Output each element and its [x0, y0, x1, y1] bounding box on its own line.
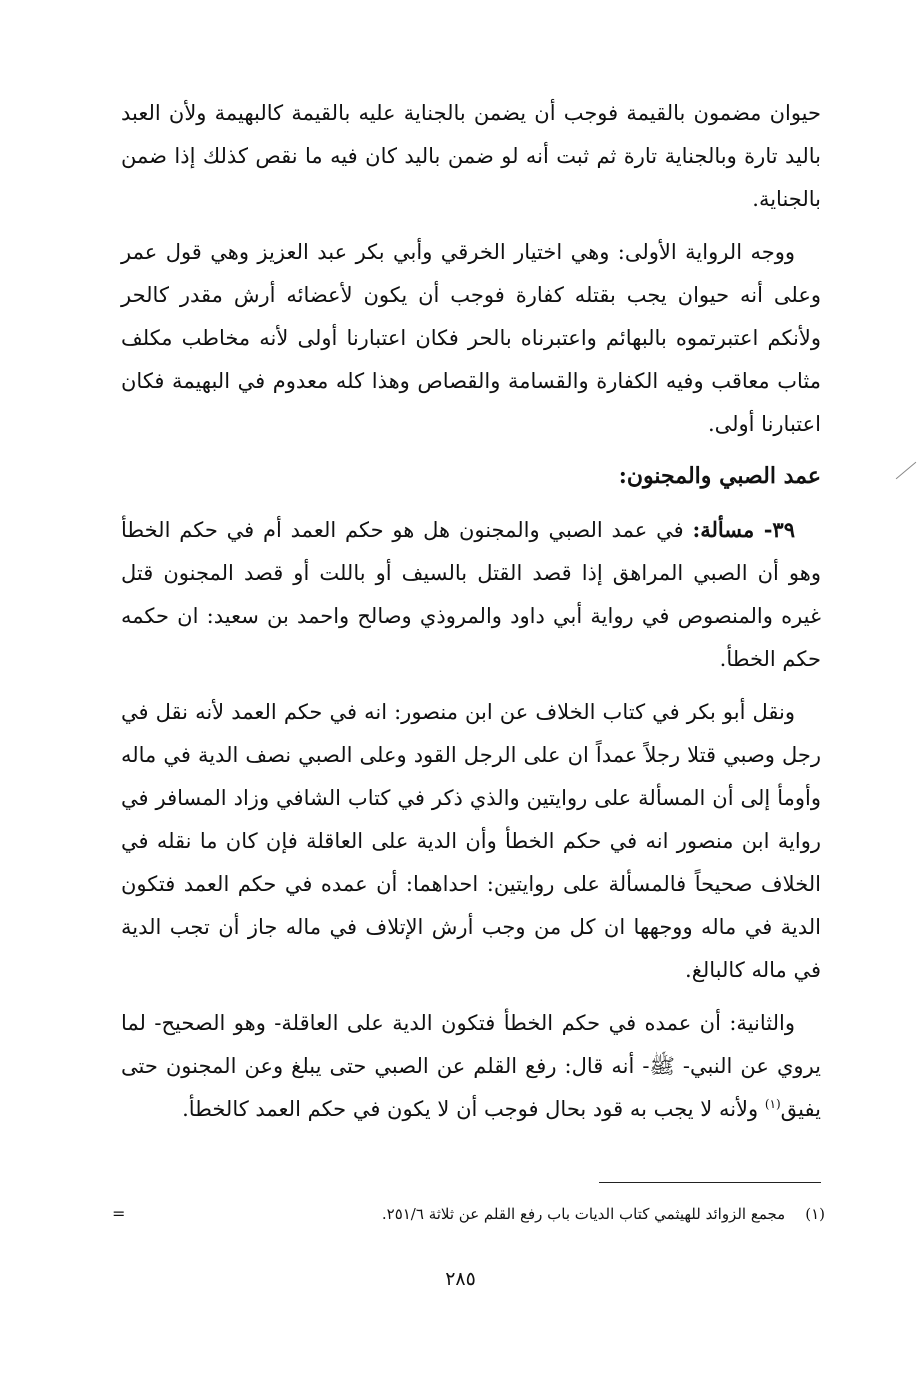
- second-narration-text: والثانية: أن عمده في حكم الخطأ فتكون الدية على العاقلة- وهو الصحيح- لما يروي عن النبي- ﷺ- أنه قال: رفع القلم عن الصبي حتى يبلغ وعن المجنون حتى يفيق: [121, 1011, 821, 1121]
- footnote-number: (١): [805, 1205, 825, 1223]
- issue-label: ٣٩- مسألة:: [692, 517, 795, 542]
- paragraph-analogy: حيوان مضمون بالقيمة فوجب أن يضمن بالجناية عليه بالقيمة كالبهيمة ولأن العبد باليد تارة وبالجناية تارة ثم ثبت أنه لو ضمن باليد كان فيه ما نقص كذلك إذا ضمن بالجناية.: [121, 101, 821, 211]
- paragraph-second-narration: [121, 1002, 821, 1131]
- page-number: ٢٨٥: [445, 1268, 476, 1290]
- footnote-divider: [599, 1182, 821, 1183]
- issue-text: في عمد الصبي والمجنون هل هو حكم العمد أم في حكم الخطأ وهو أن الصبي المراهق إذا قصد القتل بالسيف أو باللت أو قصد المجنون قتل غيره والمنصوص في رواية أبي داود والمروذي وصالح واحمد بن سعيد: ان حكمه حكم الخطأ.: [121, 518, 821, 671]
- paragraph-first-narration: ووجه الرواية الأولى: وهي اختيار الخرقي وأبي بكر عبد العزيز وهي قول عمر وعلى أنه حيوان يجب بقتله كفارة فوجب أن يكون لأعضائه أرش مقدر كالحر ولأنكم اعتبرتموه بالبهائم واعتبرناه بالحر فكان اعتبارنا أولى لأنه مخاطب مكلف مثاب معاقب وفيه الكفارة والقسامة والقصاص وهذا كله معدوم في البهيمة فكان اعتبارنا أولى.: [121, 240, 821, 436]
- footnote-reference: (١): [764, 1097, 781, 1111]
- footnote-continuation-mark: =: [112, 1204, 126, 1223]
- page-body: [121, 92, 821, 1141]
- margin-stroke: [896, 462, 917, 479]
- second-narration-end: ولأنه لا يجب به قود بحال فوجب أن لا يكون في حكم العمد كالخطأ.: [182, 1097, 765, 1121]
- paragraph-issue-39: [121, 508, 821, 681]
- footnote-text: مجمع الزوائد للهيثمي كتاب الديات باب رفع القلم عن ثلاثة ٢٥١/٦.: [381, 1205, 786, 1223]
- section-heading: عمد الصبي والمجنون:: [618, 463, 821, 489]
- paragraph-abu-bakr-report: ونقل أبو بكر في كتاب الخلاف عن ابن منصور: انه في حكم العمد لأنه نقل في رجل وصبي قتلا رجلاً عمداً ان على الرجل القود وعلى الصبي نصف الدية في ماله وأومأ إلى أن المسألة على روايتين والذي ذكر في كتاب الشافي وزاد المسافر في رواية ابن منصور انه في حكم الخطأ وأن الدية على العاقلة فإن كان ما نقله في الخلاف صحيحاً فالمسألة على روايتين: احداهما: أن عمده في حكم العمد فتكون الدية في ماله ووجهها ان كل من وجب أرش الإتلاف في ماله جاز أن تجب الدية في ماله كالبالغ.: [121, 700, 821, 982]
- footnote: [225, 1200, 825, 1228]
